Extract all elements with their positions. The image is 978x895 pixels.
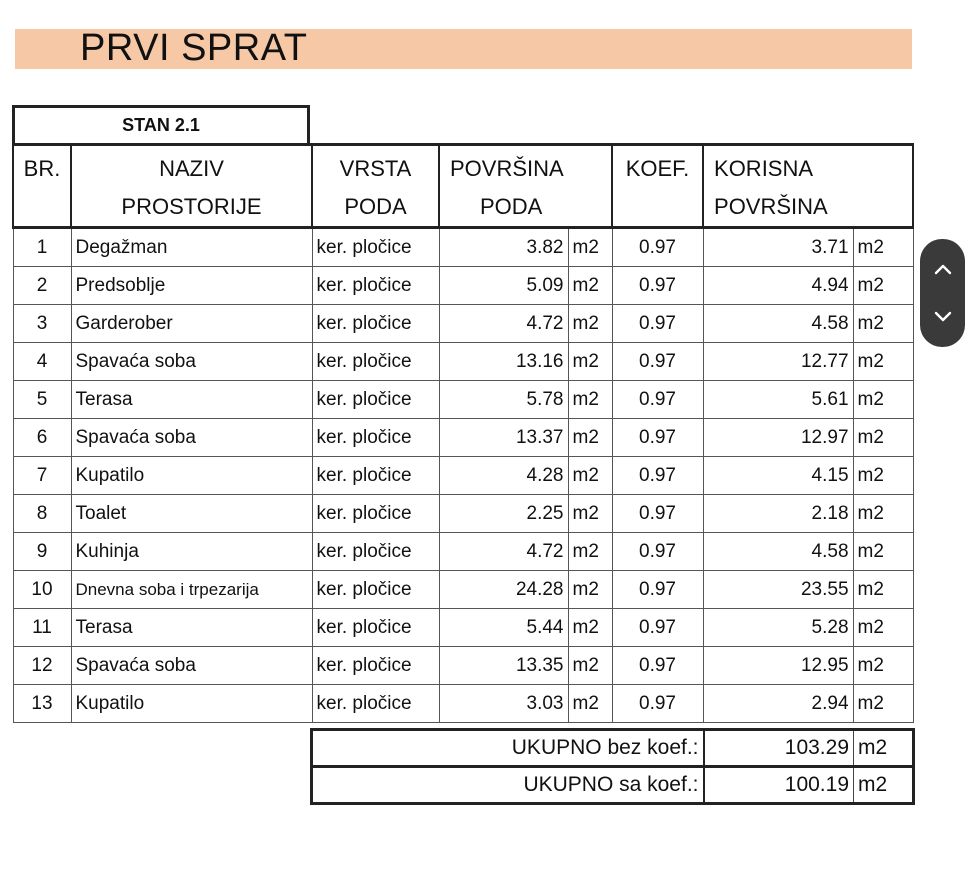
floor-area: 13.16 xyxy=(439,343,568,381)
floor-area-unit: m2 xyxy=(568,647,612,685)
header-br: BR. xyxy=(13,145,71,228)
coefficient: 0.97 xyxy=(612,495,703,533)
table-row xyxy=(13,685,913,723)
table-row xyxy=(13,419,913,457)
usable-area-unit: m2 xyxy=(853,495,913,533)
floor-area-unit: m2 xyxy=(568,267,612,305)
coefficient: 0.97 xyxy=(612,571,703,609)
floor-area: 5.44 xyxy=(439,609,568,647)
usable-area: 12.95 xyxy=(703,647,853,685)
usable-area-unit: m2 xyxy=(853,571,913,609)
room-name: Kupatilo xyxy=(71,685,312,723)
usable-area: 5.61 xyxy=(703,381,853,419)
coefficient: 0.97 xyxy=(612,609,703,647)
total-value: 103.29 xyxy=(704,730,854,767)
usable-area-unit: m2 xyxy=(853,647,913,685)
floor-area-unit: m2 xyxy=(568,419,612,457)
floor-area: 24.28 xyxy=(439,571,568,609)
page-title: PRVI SPRAT xyxy=(80,27,308,69)
usable-area-unit: m2 xyxy=(853,381,913,419)
row-number: 8 xyxy=(13,495,71,533)
floor-area: 3.82 xyxy=(439,228,568,267)
chevron-down-icon xyxy=(933,306,953,326)
table-row xyxy=(13,305,913,343)
table-row xyxy=(13,647,913,685)
floor-area: 3.03 xyxy=(439,685,568,723)
floor-type: ker. pločice xyxy=(312,228,439,267)
row-number: 1 xyxy=(13,228,71,267)
table-row xyxy=(13,343,913,381)
usable-area-unit: m2 xyxy=(853,228,913,267)
usable-area-unit: m2 xyxy=(853,267,913,305)
row-number: 2 xyxy=(13,267,71,305)
table-header-row xyxy=(13,145,913,228)
table-row xyxy=(13,457,913,495)
room-name: Garderober xyxy=(71,305,312,343)
floor-area: 4.72 xyxy=(439,305,568,343)
usable-area: 2.18 xyxy=(703,495,853,533)
table-row xyxy=(13,381,913,419)
usable-area: 4.94 xyxy=(703,267,853,305)
row-number: 5 xyxy=(13,381,71,419)
usable-area-unit: m2 xyxy=(853,457,913,495)
header-naziv: NAZIV PROSTORIJE xyxy=(71,145,312,228)
floor-area-unit: m2 xyxy=(568,305,612,343)
table-row xyxy=(13,609,913,647)
floor-type: ker. pločice xyxy=(312,609,439,647)
coefficient: 0.97 xyxy=(612,381,703,419)
usable-area: 23.55 xyxy=(703,571,853,609)
header-povrsina: POVRŠINA PODA xyxy=(439,145,612,228)
table-row xyxy=(13,571,913,609)
row-number: 13 xyxy=(13,685,71,723)
floor-area: 2.25 xyxy=(439,495,568,533)
room-name: Degažman xyxy=(71,228,312,267)
floor-area: 4.72 xyxy=(439,533,568,571)
room-name: Dnevna soba i trpezarija xyxy=(71,571,312,609)
floor-type: ker. pločice xyxy=(312,419,439,457)
row-number: 7 xyxy=(13,457,71,495)
coefficient: 0.97 xyxy=(612,647,703,685)
total-label: UKUPNO bez koef.: xyxy=(312,730,704,767)
room-name: Kuhinja xyxy=(71,533,312,571)
usable-area-unit: m2 xyxy=(853,685,913,723)
page-scroll-control xyxy=(920,239,965,347)
floor-area-unit: m2 xyxy=(568,343,612,381)
usable-area: 2.94 xyxy=(703,685,853,723)
floor-type: ker. pločice xyxy=(312,457,439,495)
row-number: 12 xyxy=(13,647,71,685)
apartment-label: STAN 2.1 xyxy=(12,105,310,143)
usable-area: 5.28 xyxy=(703,609,853,647)
room-name: Predsoblje xyxy=(71,267,312,305)
floor-type: ker. pločice xyxy=(312,305,439,343)
room-name: Spavaća soba xyxy=(71,419,312,457)
row-number: 6 xyxy=(13,419,71,457)
floor-type: ker. pločice xyxy=(312,495,439,533)
floor-area: 4.28 xyxy=(439,457,568,495)
floor-area-unit: m2 xyxy=(568,457,612,495)
coefficient: 0.97 xyxy=(612,533,703,571)
floor-area-unit: m2 xyxy=(568,228,612,267)
floor-type: ker. pločice xyxy=(312,381,439,419)
floor-area-unit: m2 xyxy=(568,571,612,609)
scroll-down-button[interactable] xyxy=(920,289,965,343)
floor-area: 5.09 xyxy=(439,267,568,305)
coefficient: 0.97 xyxy=(612,228,703,267)
usable-area: 4.15 xyxy=(703,457,853,495)
floor-type: ker. pločice xyxy=(312,343,439,381)
floor-area-unit: m2 xyxy=(568,495,612,533)
total-row-with-coef xyxy=(312,767,914,804)
floor-type: ker. pločice xyxy=(312,533,439,571)
row-number: 4 xyxy=(13,343,71,381)
floor-type: ker. pločice xyxy=(312,571,439,609)
usable-area-unit: m2 xyxy=(853,533,913,571)
usable-area-unit: m2 xyxy=(853,419,913,457)
total-row-without-coef xyxy=(312,730,914,767)
floor-area-unit: m2 xyxy=(568,609,612,647)
usable-area: 4.58 xyxy=(703,533,853,571)
floor-type: ker. pločice xyxy=(312,647,439,685)
room-name: Terasa xyxy=(71,381,312,419)
usable-area: 3.71 xyxy=(703,228,853,267)
coefficient: 0.97 xyxy=(612,685,703,723)
floor-type: ker. pločice xyxy=(312,267,439,305)
total-label: UKUPNO sa koef.: xyxy=(312,767,704,804)
row-number: 9 xyxy=(13,533,71,571)
room-name: Spavaća soba xyxy=(71,343,312,381)
room-name: Terasa xyxy=(71,609,312,647)
header-vrsta: VRSTA PODA xyxy=(312,145,439,228)
totals-table xyxy=(310,728,915,805)
room-name: Kupatilo xyxy=(71,457,312,495)
total-value: 100.19 xyxy=(704,767,854,804)
table-row xyxy=(13,267,913,305)
floor-area: 5.78 xyxy=(439,381,568,419)
table-row xyxy=(13,495,913,533)
table-row xyxy=(13,533,913,571)
usable-area: 4.58 xyxy=(703,305,853,343)
rooms-table xyxy=(12,143,914,723)
total-unit: m2 xyxy=(854,730,914,767)
floor-area: 13.35 xyxy=(439,647,568,685)
header-korisna: KORISNA POVRŠINA xyxy=(703,145,913,228)
floor-area: 13.37 xyxy=(439,419,568,457)
total-unit: m2 xyxy=(854,767,914,804)
coefficient: 0.97 xyxy=(612,343,703,381)
usable-area-unit: m2 xyxy=(853,609,913,647)
room-name: Spavaća soba xyxy=(71,647,312,685)
coefficient: 0.97 xyxy=(612,419,703,457)
usable-area-unit: m2 xyxy=(853,305,913,343)
floor-area-unit: m2 xyxy=(568,685,612,723)
row-number: 3 xyxy=(13,305,71,343)
usable-area: 12.97 xyxy=(703,419,853,457)
chevron-up-icon xyxy=(933,260,953,280)
usable-area: 12.77 xyxy=(703,343,853,381)
floor-area-unit: m2 xyxy=(568,533,612,571)
coefficient: 0.97 xyxy=(612,457,703,495)
floor-type: ker. pločice xyxy=(312,685,439,723)
coefficient: 0.97 xyxy=(612,305,703,343)
row-number: 11 xyxy=(13,609,71,647)
header-koef: KOEF. xyxy=(612,145,703,228)
room-name: Toalet xyxy=(71,495,312,533)
row-number: 10 xyxy=(13,571,71,609)
table-row xyxy=(13,228,913,267)
usable-area-unit: m2 xyxy=(853,343,913,381)
floor-area-unit: m2 xyxy=(568,381,612,419)
coefficient: 0.97 xyxy=(612,267,703,305)
